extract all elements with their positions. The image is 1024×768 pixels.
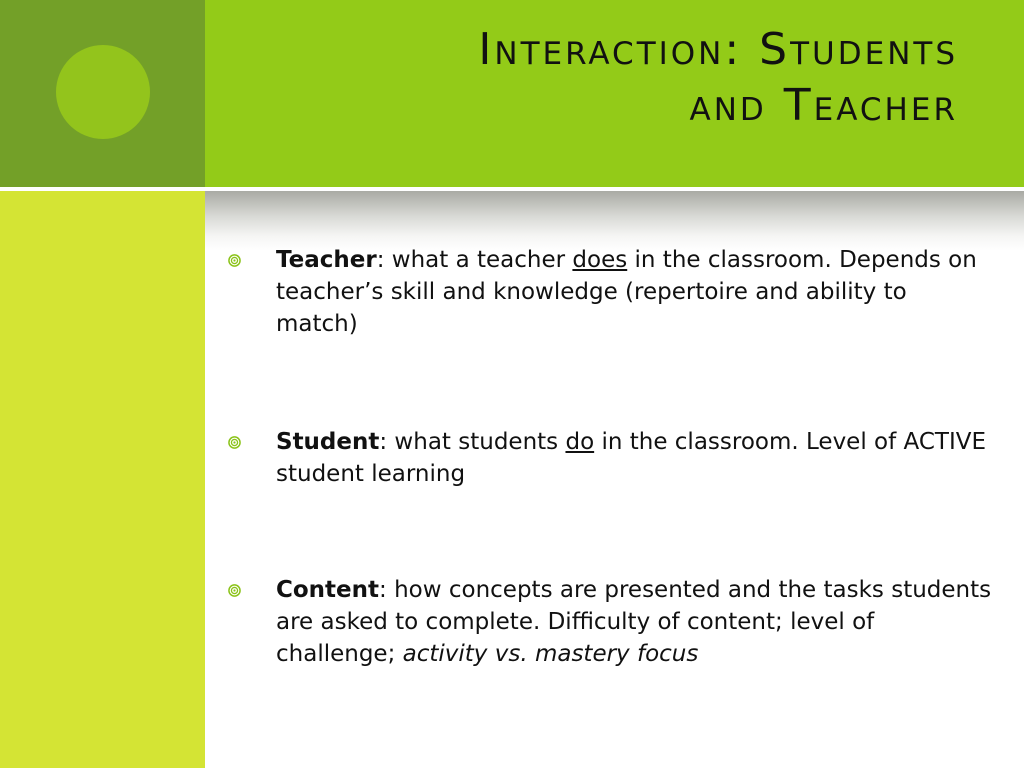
concentric-circle-bullet-icon	[228, 436, 241, 449]
bullet-emphasis: activity vs. mastery focus	[402, 641, 699, 667]
slide-title-line-1: Interaction: Students	[478, 24, 958, 75]
bullet-emphasis: do	[565, 429, 595, 455]
bullet-term: Content	[276, 577, 380, 603]
bullet-content	[228, 574, 1008, 670]
concentric-circle-bullet-icon	[228, 584, 241, 597]
bullet-teacher	[228, 244, 1008, 340]
circle-ornament	[56, 45, 150, 139]
title-band	[205, 0, 1024, 187]
bullet-text	[276, 574, 992, 670]
bullet-body-rest: in the classroom. Level of ACTIVE student learning	[276, 429, 986, 487]
bullet-emphasis: does	[572, 247, 628, 273]
bullet-body: : what a teacher	[376, 247, 573, 273]
concentric-circle-bullet-icon	[228, 254, 241, 267]
bullet-text	[276, 426, 992, 490]
bullet-student	[228, 426, 1008, 490]
bullet-term: Student	[276, 429, 380, 455]
bullet-text	[276, 244, 992, 340]
bullet-body: : how concepts are presented and the tasks students are asked to complete. Difficulty of content; level of challenge;	[276, 577, 992, 667]
slide-title-line-2: and Teacher	[689, 80, 958, 131]
bullet-body-rest: in the classroom. Depends on teacher’s skill and knowledge (repertoire and ability to match)	[276, 247, 977, 337]
left-sidebar-bar	[0, 187, 205, 768]
bullet-body: : what students	[379, 429, 566, 455]
bullet-term: Teacher	[276, 247, 377, 273]
slide-title	[478, 22, 958, 134]
